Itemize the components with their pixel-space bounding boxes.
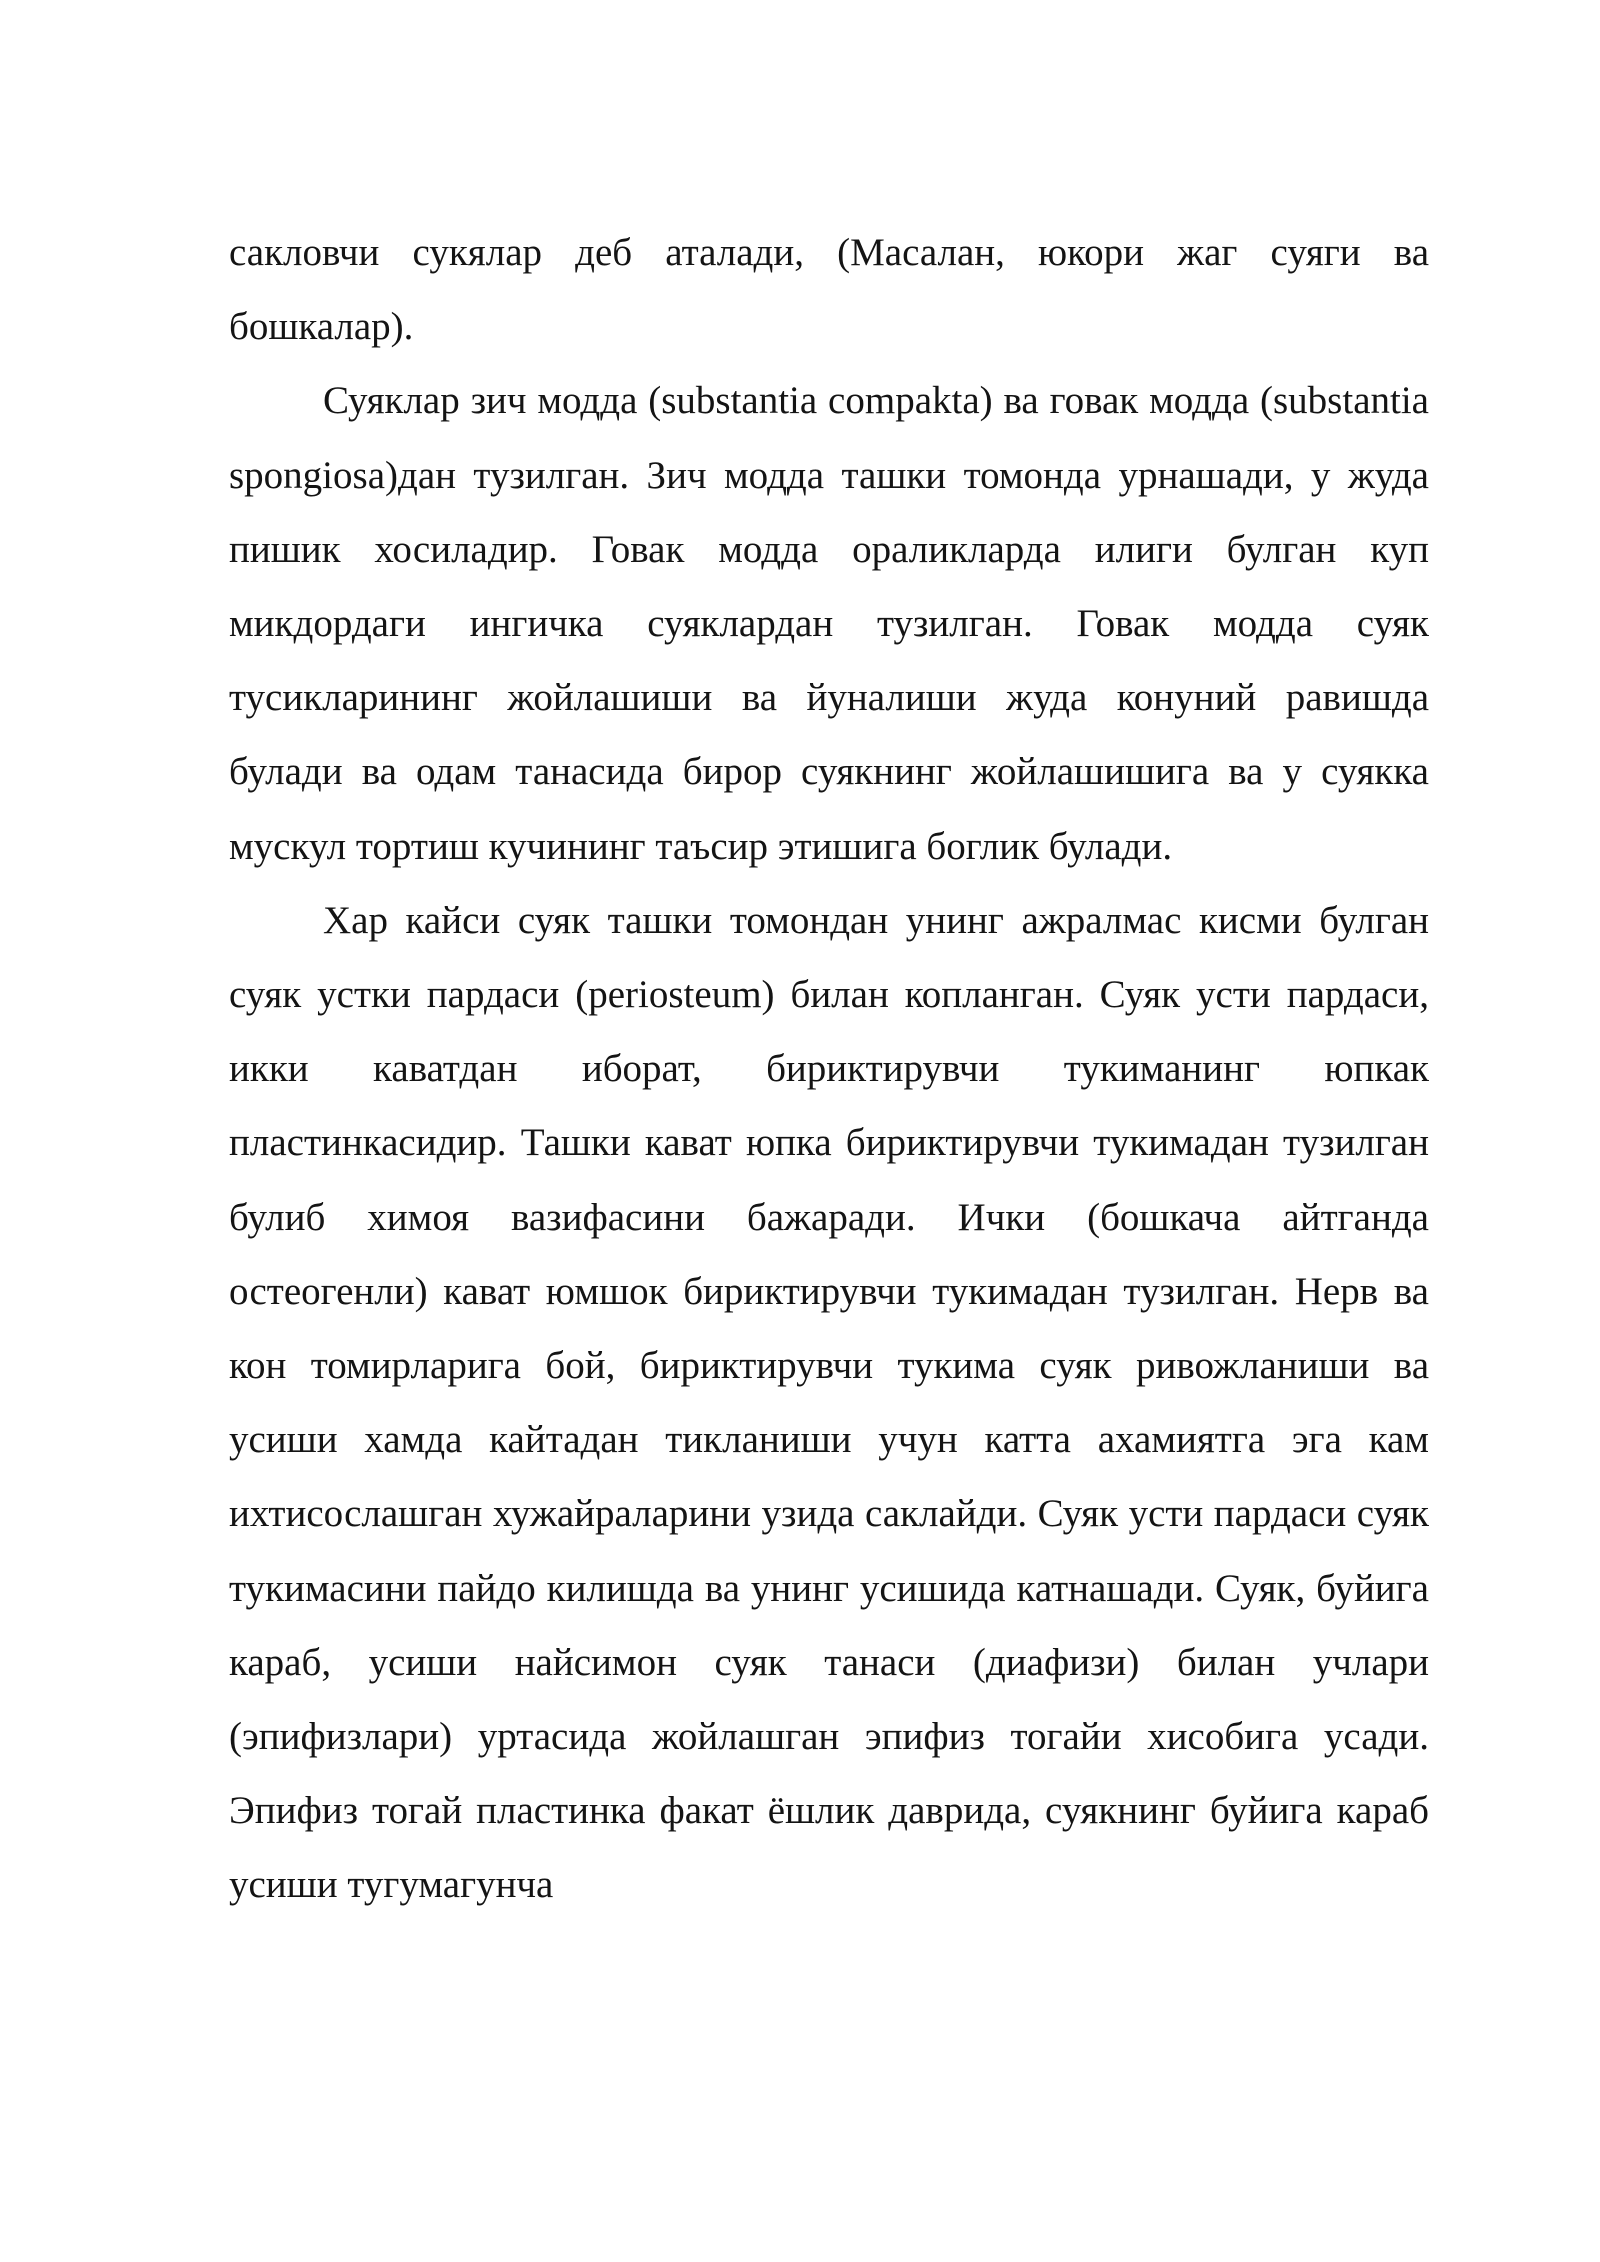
paragraph-2: Суяклар зич модда (substantia compakta) ва говак модда (substantia spongiosa)дан тузилган. Зич модда ташки томонда урнашади, у жуда пишик хосиладир. Говак модда ораликларда илиги булган куп микдордаги ингичка суяклардан тузилган. Говак модда суяк тусикларининг жойлашиши ва йуналиши жуда конуний равишда булади ва одам танасида бирор суякнинг жойлашишига ва у суякка мускул тортиш кучининг таъсир этишига боглик булади.	[229, 379, 1429, 868]
document-body	[229, 216, 1429, 1923]
paragraph-1: сакловчи сукялар деб аталади, (Масалан, юкори жаг суяги ва бошкалар).	[229, 231, 1429, 349]
paragraph-3: Хар кайси суяк ташки томондан унинг ажралмас кисми булган суяк устки пардаси (periosteum) билан копланган. Суяк усти пардаси, икки каватдан иборат, бириктирувчи тукиманинг юпкак пластинкасидир. Ташки кават юпка бириктирувчи тукимадан тузилган булиб химоя вазифасини бажаради. Ички (бошкача айтганда остеогенли) кават юмшок бириктирувчи тукимадан тузилган. Нерв ва кон томирларига бой, бириктирувчи тукима суяк ривожланиши ва усиши хамда кайтадан тикланиши учун катта ахамиятга эга кам ихтисослашган хужайраларини узида саклайди. Суяк усти пардаси суяк тукимасини пайдо килишда ва унинг усишида катнашади. Суяк, буйига караб, усиши найсимон суяк танаси (диафизи) билан учлари (эпифизлари) уртасида жойлашган эпифиз тогайи хисобига усади. Эпифиз тогай пластинка факат ёшлик даврида, суякнинг буйига караб усиши тугумагунча	[229, 898, 1429, 1907]
